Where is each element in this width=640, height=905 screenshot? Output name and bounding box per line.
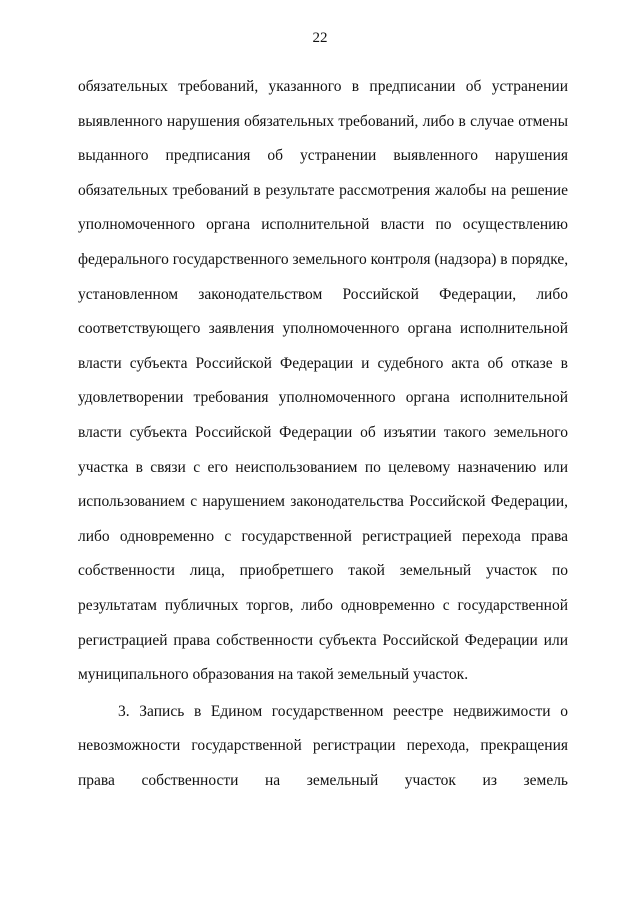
text-line: невозможности государственной регистрации перехода, прекращения — [78, 737, 568, 755]
document-body — [78, 70, 568, 798]
text-line: результатам публичных торгов, либо одновременно с государственной — [78, 596, 568, 614]
text-line: муниципального образования на такой земельный участок. — [78, 666, 469, 684]
paragraph — [78, 70, 568, 693]
text-line: либо одновременно с государственной регистрацией перехода права — [78, 527, 568, 545]
text-line: права собственности на земельный участок из земель — [78, 771, 568, 789]
text-line: федерального государственного земельного контроля (надзора) в порядке, — [78, 250, 568, 268]
text-line: выявленного нарушения обязательных требований, либо в случае отмены — [78, 112, 568, 130]
text-line: регистрацией права собственности субъекта Российской Федерации или — [78, 631, 568, 649]
text-line: уполномоченного органа исполнительной власти по осуществлению — [78, 216, 568, 234]
text-line: обязательных требований, указанного в предписании об устранении — [78, 78, 568, 95]
page-number: 22 — [312, 30, 328, 46]
text-line: власти субъекта Российской Федерации и судебного акта об отказе в — [78, 354, 568, 372]
text-line: использованием с нарушением законодательства Российской Федерации, — [78, 493, 568, 511]
text-line: власти субъекта Российской Федерации об изъятии такого земельного — [78, 423, 568, 441]
text-line: обязательных требований в результате рассмотрения жалобы на решение — [78, 181, 568, 199]
text-line: 3. Запись в Едином государственном реестре недвижимости о — [118, 702, 568, 720]
text-line: соответствующего заявления уполномоченного органа исполнительной — [78, 320, 568, 338]
paragraph — [78, 695, 568, 799]
text-line: удовлетворении требования уполномоченного органа исполнительной — [78, 389, 568, 407]
text-line: установленном законодательством Российской Федерации, либо — [78, 285, 568, 303]
text-line: собственности лица, приобретшего такой земельный участок по — [78, 562, 568, 580]
text-line: участка в связи с его неиспользованием по целевому назначению или — [78, 458, 568, 476]
text-line: выданного предписания об устранении выявленного нарушения — [78, 147, 568, 165]
